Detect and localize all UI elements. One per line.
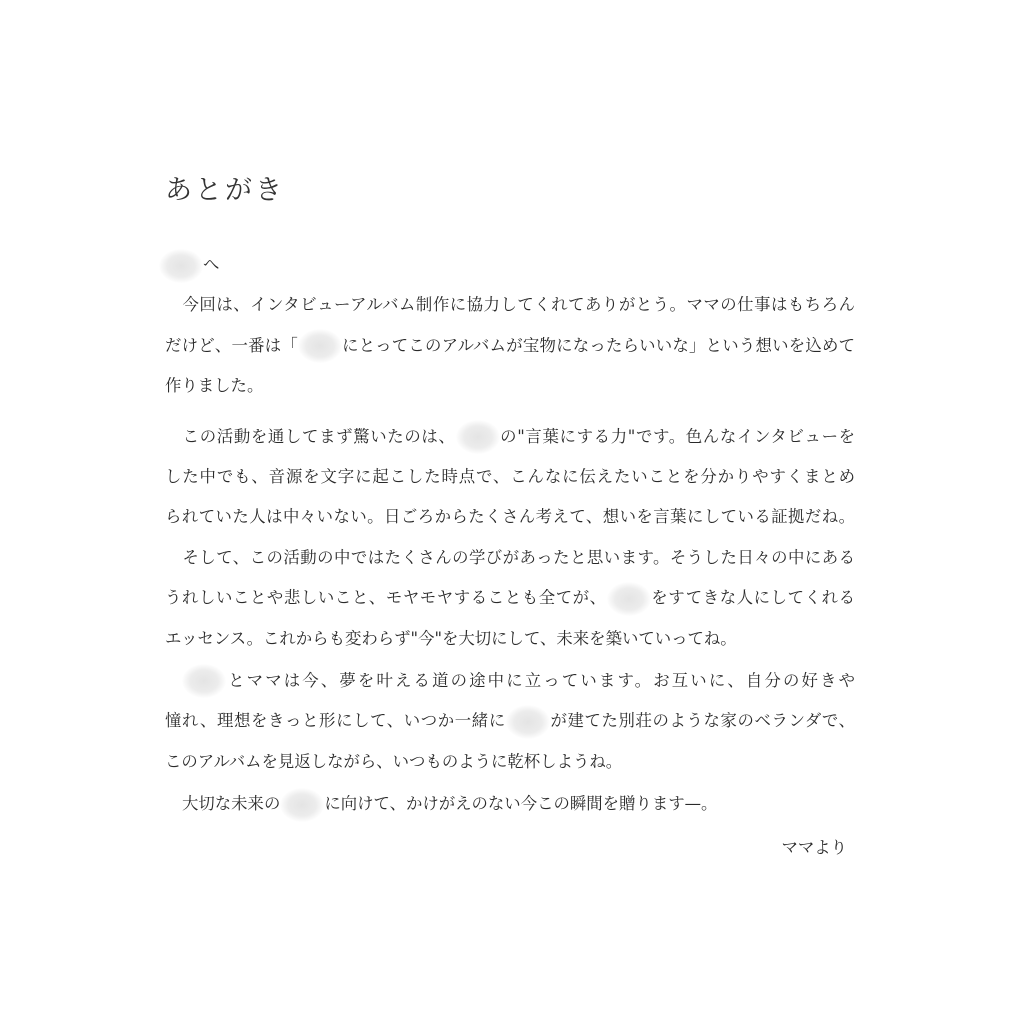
line-text: の"言葉にする力"です。色んなインタビューを — [499, 426, 856, 446]
redacted-name-blur — [159, 249, 203, 283]
text-line — [165, 497, 855, 537]
salutation-line — [165, 245, 855, 285]
text-line — [165, 366, 855, 406]
text-line — [165, 326, 855, 366]
text-line — [165, 742, 855, 782]
text-line — [165, 457, 855, 497]
line-text: 作りました。 — [165, 376, 264, 396]
line-text: 憧れ、理想をきっと形にして、いつか一緒に — [165, 711, 506, 731]
salutation-text: へ — [203, 255, 220, 274]
line-text: にとってこのアルバムが宝物になったらいいな」という想いを込めて — [341, 335, 855, 355]
text-line — [165, 417, 855, 457]
text-line — [165, 701, 855, 741]
line-text: とママは今、夢を叶える道の途中に立っています。お互いに、自分の好きや — [226, 670, 855, 690]
text-line — [165, 784, 855, 824]
redacted-name-blur — [280, 788, 324, 822]
line-text: られていた人は中々いない。日ごろからたくさん考えて、想いを言葉にしている証拠だね。 — [165, 507, 855, 527]
line-text: この活動を通してまず驚いたのは、 — [182, 426, 456, 446]
signature: ママより — [781, 838, 847, 858]
text-line — [165, 538, 855, 578]
redacted-name-blur — [182, 664, 226, 698]
redacted-name-blur — [607, 582, 651, 616]
line-text: に向けて、かけがえのない今この瞬間を贈ります—。 — [324, 794, 718, 814]
line-text: だけど、一番は「 — [165, 335, 298, 355]
text-line — [165, 285, 855, 325]
line-text: そして、この活動の中ではたくさんの学びがあったと思います。そうした日々の中にある — [182, 547, 855, 567]
line-text: した中でも、音源を文字に起こした時点で、こんなに伝えたいことを分かりやすくまとめ — [165, 466, 855, 486]
redacted-name-blur — [298, 329, 342, 363]
letter-body — [165, 245, 855, 869]
redacted-name-blur — [506, 705, 550, 739]
line-text: をすてきな人にしてくれる — [650, 588, 855, 608]
page-title: あとがき — [165, 175, 285, 206]
line-text: エッセンス。これからも変わらず"今"を大切にして、未来を築いていってね。 — [165, 628, 737, 648]
line-text: が建てた別荘のような家のベランダで、 — [549, 711, 855, 731]
line-text: 今回は、インタビューアルバム制作に協力してくれてありがとう。ママの仕事はもちろん — [182, 295, 855, 315]
line-text: うれしいことや悲しいこと、モヤモヤすることも全てが、 — [165, 588, 607, 608]
line-text: 大切な未来の — [182, 794, 281, 814]
redacted-name-blur — [456, 420, 500, 454]
text-line — [165, 578, 855, 618]
text-line — [165, 661, 855, 701]
line-text: このアルバムを見返しながら、いつものように乾杯しようね。 — [165, 751, 623, 771]
text-line — [165, 619, 855, 659]
